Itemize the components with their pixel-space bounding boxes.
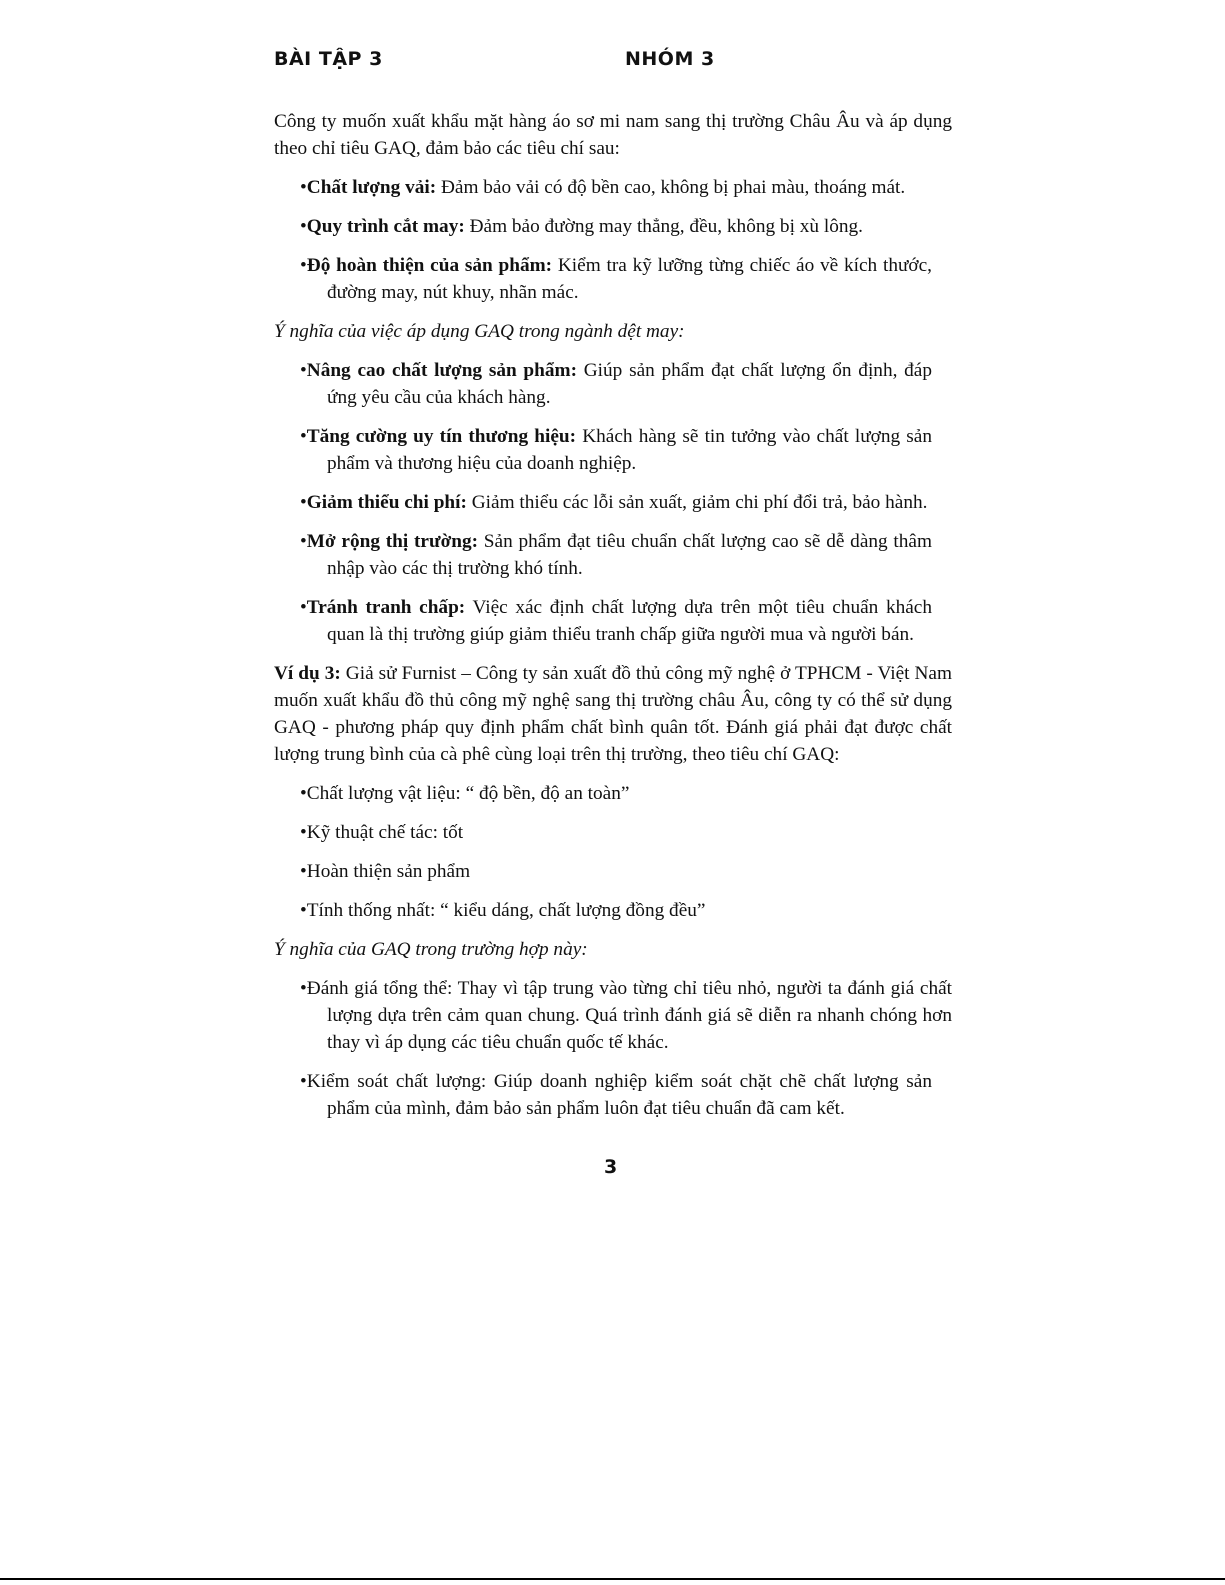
page-number: 3 [604,1156,618,1178]
bullet-glyph: • [300,1071,307,1092]
header-assignment-title: BÀI TẬP 3 [274,48,383,70]
intro-paragraph: Công ty muốn xuất khẩu mặt hàng áo sơ mi nam sang thị trường Châu Âu và áp dụng theo chỉ tiêu GAQ, đảm bảo các tiêu chí sau: [274,111,952,159]
bullet-glyph: • [300,492,307,513]
page-bottom-rule [0,1578,1225,1580]
meaning-label: Giảm thiểu chi phí: [306,492,467,513]
example-3-text: Giả sử Furnist – Công ty sản xuất đồ thủ công mỹ nghệ ở TPHCM - Việt Nam muốn xuất khẩu đồ thủ công mỹ nghệ sang thị trường châu Âu, công ty có thể sử dụng GAQ - phương pháp quy định phẩm chất bình quân tốt. Đánh giá phải đạt được chất lượng trung bình của cà phê cùng loại trên thị trường, theo tiêu chí GAQ: [274,663,952,765]
example-criteria-text: Hoàn thiện sản phẩm [306,861,471,882]
meaning-text: Giảm thiểu các lỗi sản xuất, giảm chi phí đổi trả, bảo hành. [466,492,928,513]
header-group-title: NHÓM 3 [625,48,715,70]
document-body [274,108,952,1134]
bullet-glyph: • [300,900,307,921]
criteria-item [300,174,952,201]
bullet-glyph: • [300,426,307,447]
meaning-label: Tránh tranh chấp: [306,597,466,618]
meaning-text: Giúp sản phẩm đạt chất lượng ổn định, đáp ứng yêu cầu của khách hàng. [327,360,932,408]
criteria-item [300,213,952,240]
meaning-label: Tăng cường uy tín thương hiệu: [306,426,577,447]
criteria-text: Đảm bảo vải có độ bền cao, không bị phai màu, thoáng mát. [436,177,906,198]
meaning-label: Nâng cao chất lượng sản phẩm: [306,360,578,381]
bullet-glyph: • [300,216,307,237]
meaning-item [300,489,952,516]
meaning-heading-textile: Ý nghĩa của việc áp dụng GAQ trong ngành dệt may: [274,321,685,342]
bullet-glyph: • [300,978,307,999]
meaning-heading-example: Ý nghĩa của GAQ trong trường hợp này: [274,939,588,960]
criteria-text: Đảm bảo đường may thẳng, đều, không bị xù lông. [464,216,863,237]
example-criteria-text: Tính thống nhất: “ kiểu dáng, chất lượng đồng đều” [306,900,706,921]
meaning-text: Việc xác định chất lượng dựa trên một tiêu chuẩn khách quan là thị trường giúp giảm thiểu tranh chấp giữa người mua và người bán. [327,597,932,645]
example-meaning-item [300,975,952,1056]
criteria-text: Kiểm tra kỹ lưỡng từng chiếc áo về kích thước, đường may, nút khuy, nhãn mác. [327,255,932,303]
bullet-glyph: • [300,597,307,618]
meaning-text: Sản phẩm đạt tiêu chuẩn chất lượng cao sẽ dễ dàng thâm nhập vào các thị trường khó tính. [327,531,932,579]
example-meaning-text: Đánh giá tổng thể: Thay vì tập trung vào từng chỉ tiêu nhỏ, người ta đánh giá chất lượng dựa trên cảm quan chung. Quá trình đánh giá sẽ diễn ra nhanh chóng hơn thay vì áp dụng các tiêu chuẩn quốc tế khác. [306,978,952,1053]
bullet-glyph: • [300,255,307,276]
meaning-item [300,528,952,582]
criteria-label: Độ hoàn thiện của sản phẩm: [306,255,553,276]
meaning-item [300,594,952,648]
bullet-glyph: • [300,783,307,804]
example-criteria-item [300,897,952,924]
meaning-text: Khách hàng sẽ tin tưởng vào chất lượng sản phẩm và thương hiệu của doanh nghiệp. [327,426,932,474]
criteria-item [300,252,952,306]
example-criteria-text: Kỹ thuật chế tác: tốt [306,822,464,843]
meaning-item [300,357,952,411]
criteria-label: Chất lượng vải: [306,177,437,198]
page-header [274,48,954,78]
bullet-glyph: • [300,822,307,843]
meaning-label: Mở rộng thị trường: [306,531,479,552]
bullet-glyph: • [300,177,307,198]
bullet-glyph: • [300,861,307,882]
example-criteria-item [300,819,952,846]
example-criteria-text: Chất lượng vật liệu: “ độ bền, độ an toàn” [306,783,630,804]
example-meaning-text: Kiểm soát chất lượng: Giúp doanh nghiệp kiểm soát chặt chẽ chất lượng sản phẩm của mình, đảm bảo sản phẩm luôn đạt tiêu chuẩn đã cam kết. [306,1071,932,1119]
example-meaning-item [300,1068,952,1122]
example-3-label: Ví dụ 3: [274,663,341,684]
meaning-item [300,423,952,477]
bullet-glyph: • [300,531,307,552]
example-criteria-item [300,858,952,885]
example-3-paragraph [274,660,952,768]
example-criteria-item [300,780,952,807]
bullet-glyph: • [300,360,307,381]
criteria-label: Quy trình cắt may: [306,216,465,237]
